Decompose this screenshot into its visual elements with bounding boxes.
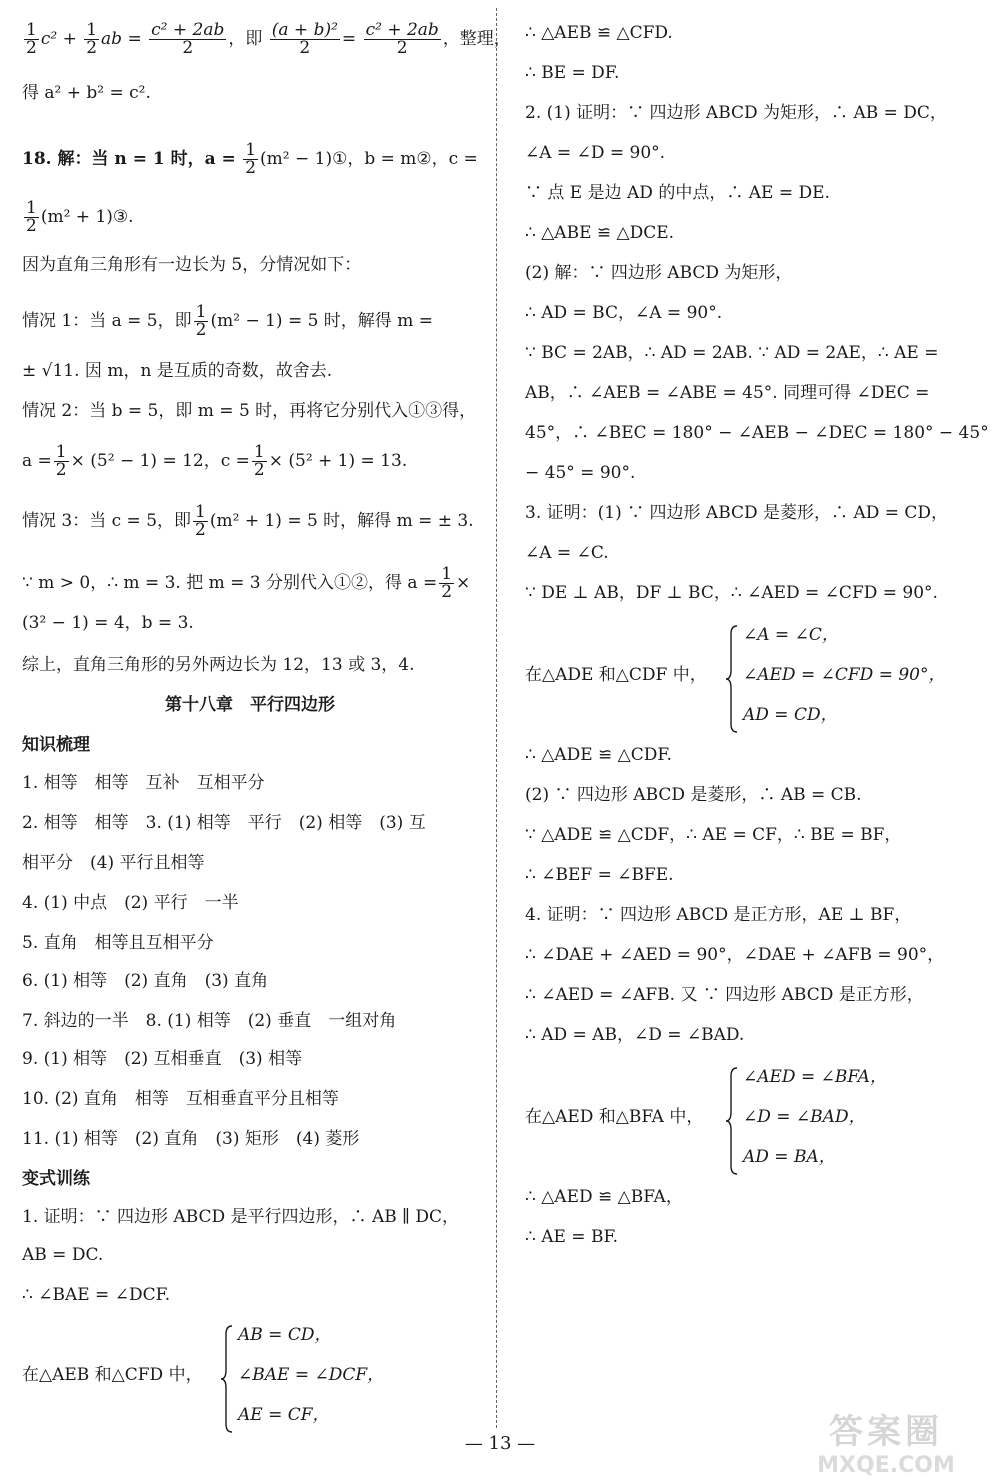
r-line-10: AB，∴ ∠AEB = ∠ABE = 45°. 同理可得 ∠DEC = <box>525 383 930 403</box>
knowledge-1: 1. 相等 相等 互补 互相平分 <box>22 773 265 793</box>
summary-line: 综上，直角三角形的另外两边长为 12，13 或 3，4. <box>22 655 415 675</box>
r-line-7: (2) 解：∵ 四边形 ABCD 为矩形， <box>525 263 793 283</box>
r-line-21: ∴ ∠DAE + ∠AED = 90°，∠DAE + ∠AFB = 90°， <box>525 945 945 965</box>
case1-line1: 情况 1：当 a = 5，即 $\frac{1}{2}$ (m² − 1) = 5 时，解得 m = <box>22 302 433 340</box>
r-line-8: ∴ AD = BC，∠A = 90°. <box>525 303 723 323</box>
line-eq2: 得 a² + b² = c². <box>22 83 151 103</box>
knowledge-10: 10. (2) 直角 相等 互相垂直平分且相等 <box>22 1089 339 1109</box>
case3-line2: ∵ m > 0，∴ m = 3. 把 m = 3 分别代入①②，得 a = $\frac{1}{2}$ × <box>22 564 471 602</box>
case3-line3: (3² − 1) = 4，b = 3. <box>22 613 194 633</box>
watermark-logo: 答案圈 MXQE.COM <box>817 1412 955 1478</box>
r-line-3: 2. (1) 证明：∵ 四边形 ABCD 为矩形，∴ AB = DC， <box>525 103 947 123</box>
section-knowledge: 知识梳理 <box>22 735 90 755</box>
column-divider <box>496 8 497 1428</box>
r-line-19: ∴ ∠BEF = ∠BFE. <box>525 865 674 885</box>
knowledge-2b: 相平分 (4) 平行且相等 <box>22 853 205 873</box>
chapter-title: 第十八章 平行四边形 <box>165 695 335 715</box>
case1-line2: ± √11. 因 m，n 是互质的奇数，故舍去. <box>22 361 333 381</box>
knowledge-5: 5. 直角 相等且互相平分 <box>22 933 214 953</box>
line-eq1: $\frac{1}{2}$ c² + $\frac{1}{2}$ ab = $\frac{\text{c² + 2ab}}{2}$ ，即 $\frac{\text{(a + b)²}}{2}$ = $\frac{\text{c² + 2ab}}{2}$ ，整理， <box>26 20 511 58</box>
train1-line1: 1. 证明：∵ 四边形 ABCD 是平行四边形，∴ AB ∥ DC， <box>22 1207 460 1227</box>
q18-line1: 18. 解：当 n = 1 时，a = $\frac{1}{2}$ (m² − 1)①，b = m②，c = <box>22 140 478 178</box>
r-line-14: ∠A = ∠C. <box>525 543 609 563</box>
brace-icon <box>220 1324 234 1434</box>
knowledge-7: 7. 斜边的一半 8. (1) 相等 (2) 垂直 一组对角 <box>22 1011 397 1031</box>
q18-line3: 因为直角三角形有一边长为 5，分情况如下： <box>22 255 362 275</box>
r-line-18: ∵ △ADE ≌ △CDF，∴ AE = CF，∴ BE = BF， <box>525 825 902 845</box>
r-line-16: ∴ △ADE ≌ △CDF. <box>525 745 672 765</box>
r-line-13: 3. 证明：(1) ∵ 四边形 ABCD 是菱形，∴ AD = CD， <box>525 503 949 523</box>
q18-line2: $\frac{1}{2}$ (m² + 1)③. <box>26 198 134 236</box>
knowledge-9: 9. (1) 相等 (2) 互相垂直 (3) 相等 <box>22 1049 303 1069</box>
r-line-25: ∴ AE = BF. <box>525 1227 619 1247</box>
r-line-5: ∵ 点 E 是边 AD 的中点，∴ AE = DE. <box>525 183 830 203</box>
r-line-6: ∴ △ABE ≌ △DCE. <box>525 223 675 243</box>
r-line-17: (2) ∵ 四边形 ABCD 是菱形，∴ AB = CB. <box>525 785 862 805</box>
brace-icon <box>725 1066 739 1176</box>
r-line-1: ∴ △AEB ≌ △CFD. <box>525 23 673 43</box>
r-line-4: ∠A = ∠D = 90°. <box>525 143 666 163</box>
r-line-2: ∴ BE = DF. <box>525 63 620 83</box>
knowledge-2: 2. 相等 相等 3. (1) 相等 平行 (2) 相等 (3) 互 <box>22 813 426 833</box>
section-variant: 变式训练 <box>22 1169 90 1189</box>
r-line-20: 4. 证明：∵ 四边形 ABCD 是正方形，AE ⊥ BF， <box>525 905 912 925</box>
knowledge-4: 4. (1) 中点 (2) 平行 一半 <box>22 893 239 913</box>
r-line-9: ∵ BC = 2AB，∴ AD = 2AB. ∵ AD = 2AE，∴ AE = <box>525 343 939 363</box>
r-line-22: ∴ ∠AED = ∠AFB. 又 ∵ 四边形 ABCD 是正方形， <box>525 985 924 1005</box>
case2-line2: a = $\frac{1}{2}$ × (5² − 1) = 12，c = $\frac{1}{2}$ × (5² + 1) = 13. <box>22 442 408 480</box>
knowledge-11: 11. (1) 相等 (2) 直角 (3) 矩形 (4) 菱形 <box>22 1129 360 1149</box>
brace-icon <box>725 624 739 734</box>
r-line-11: 45°，∴ ∠BEC = 180° − ∠AEB − ∠DEC = 180° − 45° <box>525 423 989 443</box>
case3-line1: 情况 3：当 c = 5，即 $\frac{1}{2}$ (m² + 1) = 5 时，解得 m = ± 3. <box>22 502 474 540</box>
r-line-12: − 45° = 90°. <box>525 463 636 483</box>
r-line-15: ∵ DE ⊥ AB，DF ⊥ BC，∴ ∠AED = ∠CFD = 90°. <box>525 583 938 603</box>
knowledge-6: 6. (1) 相等 (2) 直角 (3) 直角 <box>22 971 269 991</box>
r-line-24: ∴ △AED ≌ △BFA， <box>525 1187 683 1207</box>
page-number: — 13 — <box>464 1433 536 1454</box>
train1-line3: ∴ ∠BAE = ∠DCF. <box>22 1285 171 1305</box>
case2-line1: 情况 2：当 b = 5，即 m = 5 时，再将它分别代入①③得， <box>22 401 477 421</box>
r-line-23: ∴ AD = AB，∠D = ∠BAD. <box>525 1025 745 1045</box>
train1-line2: AB = DC. <box>22 1245 104 1265</box>
